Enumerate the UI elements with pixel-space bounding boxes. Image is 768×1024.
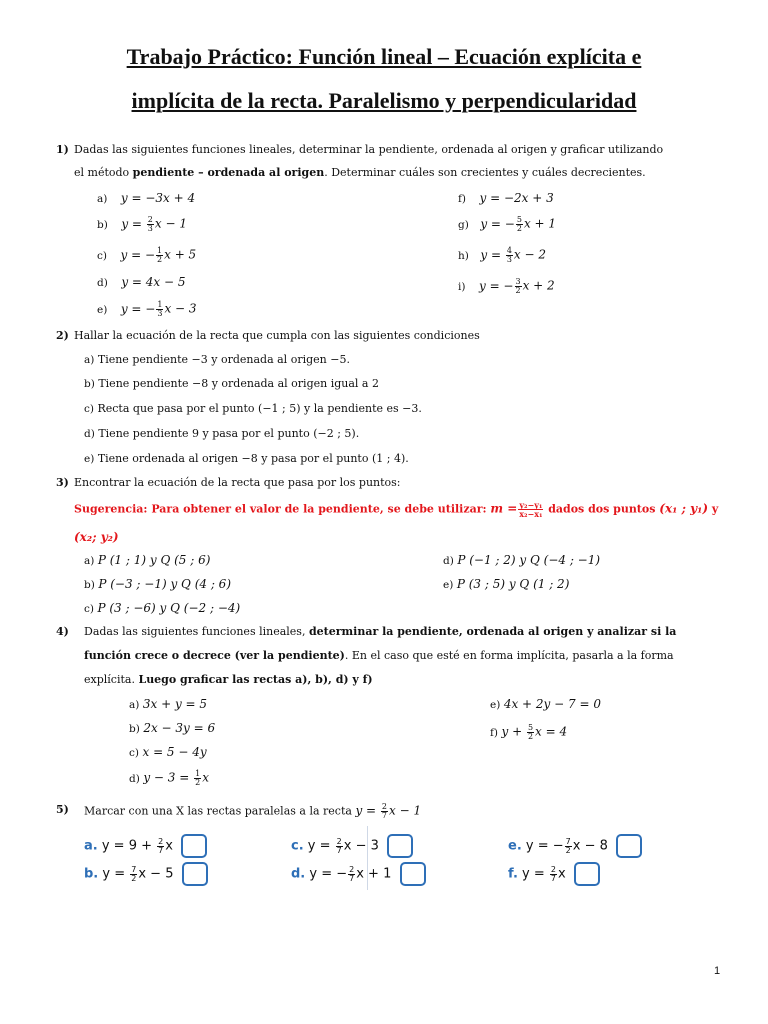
fraction: $\frac{5}{2}$ [516, 215, 522, 233]
hint-m: 𝒎 = [490, 501, 518, 516]
ex5-text: Marcar con una X las rectas paralelas a la recta [84, 804, 356, 818]
option-eq-pre: y = − [525, 838, 564, 854]
ex2-item-d [84, 427, 359, 441]
ex4-text: explícita. [84, 673, 139, 686]
option-c [291, 834, 413, 858]
fraction: $\frac{5}{2}$ [527, 723, 534, 741]
equation-pre: 𝑦 = [480, 247, 505, 262]
exercise-3-number: 3) [56, 476, 69, 489]
option-letter: d. [291, 866, 306, 882]
item-label: h) [458, 249, 469, 262]
exercise-1-text-line2 [74, 166, 646, 180]
item-label: f) [490, 726, 498, 739]
checkbox-f[interactable] [574, 862, 600, 886]
option-eq-pre: y = 9 + [101, 838, 157, 854]
item-label: b) [84, 378, 95, 390]
item-text: 𝑃 (3 ; −6) 𝑦 𝑄 (−2 ; −4) [97, 601, 241, 615]
option-letter: f. [508, 866, 518, 882]
checkbox-d[interactable] [400, 862, 426, 886]
fraction: $\frac{2}{7}$ [381, 802, 387, 820]
item-label: g) [458, 218, 469, 231]
item-text: 𝑃 (−3 ; −1) 𝑦 𝑄 (4 ; 6) [98, 577, 231, 591]
option-eq-post: x − 8 [572, 838, 608, 854]
equation-pre: 𝑦 = − [120, 301, 156, 316]
item-text: Tiene ordenada al origen −8 y pasa por el punto (1 ; 4). [97, 452, 409, 465]
equation-post: 𝑥 + 5 [164, 247, 197, 262]
fraction: $\frac{2}{7}$ [158, 836, 164, 855]
equation-pre: 𝑦 = − [120, 247, 156, 262]
page-number: 1 [714, 965, 721, 977]
item-text: 𝑃 (1 ; 1) 𝑦 𝑄 (5 ; 6) [97, 553, 211, 567]
item-text: Tiene pendiente −3 y ordenada al origen −5. [97, 353, 350, 366]
fraction: $\frac{2}{7}$ [349, 864, 355, 883]
option-f [508, 862, 600, 886]
equation-post: 𝑥 − 3 [164, 301, 197, 316]
item-text: 𝑃 (3 ; 5) 𝑦 𝑄 (1 ; 2) [456, 577, 570, 591]
item-text: Tiene pendiente 9 y pasa por el punto (−2 ; 5). [98, 427, 360, 440]
ex4-item-b [129, 721, 215, 736]
item-label: a) [129, 699, 140, 711]
option-letter: c. [291, 838, 304, 854]
ex2-item-a [84, 353, 350, 367]
option-eq-pre: y = [307, 838, 335, 854]
item-text: Recta que pasa por el punto (−1 ; 5) y la pendiente es −3. [97, 402, 422, 415]
exercise-4-text-line1 [84, 625, 676, 639]
option-e [508, 834, 642, 858]
option-a [84, 834, 207, 858]
equation: 3𝑥 + 𝑦 = 5 [142, 697, 208, 711]
ex1-item-d [97, 275, 186, 290]
option-eq-post: x − 5 [138, 866, 174, 882]
hint-point-1: (𝒙₁ ; 𝒚₁) [659, 501, 709, 516]
exercise-1-text-line1: Dadas las siguientes funciones lineales, determinar la pendiente, ordenada al origen y graficar utilizando [74, 143, 664, 156]
equation-pre: 𝑦 = [355, 803, 380, 818]
item-text: 𝑃 (−1 ; 2) 𝑦 𝑄 (−4 ; −1) [457, 553, 601, 567]
equation-pre: 𝑦 − 3 = [143, 770, 194, 785]
option-eq-post: x − 3 [343, 838, 379, 854]
ex3-item-d [443, 553, 600, 568]
hint-point-2: (𝒙₂; 𝒚₂) [74, 530, 119, 544]
equation-post: 𝑥 − 1 [154, 216, 187, 231]
equation: 2𝑥 − 3𝑦 = 6 [143, 721, 216, 735]
ex3-item-e [443, 577, 569, 592]
exercise-3-text: Encontrar la ecuación de la recta que pasa por los puntos: [74, 476, 401, 489]
ex4-text-bold: determinar la pendiente, ordenada al origen y analizar si la [308, 625, 677, 638]
equation-post: 𝑥 [202, 770, 209, 785]
option-letter: a. [84, 838, 98, 854]
fraction: $\frac{2}{7}$ [550, 864, 556, 883]
exercise-1-number: 1) [56, 143, 69, 156]
page-title-line-1: Trabajo Práctico: Función lineal – Ecuación explícita e [126, 44, 642, 69]
fraction: $\frac{1}{3}$ [157, 300, 163, 318]
option-eq-pre: y = [522, 866, 549, 882]
exercise-2-number: 2) [56, 329, 69, 342]
item-label: c) [84, 603, 94, 615]
ex1-item-f [458, 191, 554, 206]
hint-text-post: dados dos puntos [544, 502, 660, 516]
exercise-3-hint [74, 501, 718, 518]
ex4-text: . En el caso que esté en forma implícita, pasarla a la forma [344, 649, 674, 662]
checkbox-c[interactable] [387, 834, 413, 858]
ex1-item-b [97, 216, 187, 233]
option-eq-post: x [557, 866, 566, 882]
fraction: $\frac{3}{2}$ [515, 277, 521, 295]
ex4-item-c [129, 745, 207, 760]
item-label: d) [97, 277, 108, 289]
ex4-item-a [129, 697, 207, 712]
slope-formula-fraction: $\frac{\text{y₂−y₁}}{\text{x₂−x₁}}$ [519, 500, 543, 519]
item-label: i) [458, 280, 466, 293]
item-label: c) [97, 249, 107, 262]
ex1-text-bold: pendiente – ordenada al origen [132, 166, 325, 179]
item-label: e) [490, 699, 501, 711]
ex1-item-i [458, 278, 555, 295]
item-label: b) [84, 579, 95, 591]
ex1-item-c [97, 247, 196, 264]
equation: 4𝑥 + 2𝑦 − 7 = 0 [503, 697, 601, 711]
option-letter: b. [84, 866, 99, 882]
fraction: $\frac{7}{2}$ [131, 864, 137, 883]
item-label: d) [84, 428, 95, 440]
equation-pre: 𝑦 + [501, 724, 526, 739]
equation-post: 𝑥 = 4 [535, 724, 568, 739]
option-eq-post: x + 1 [356, 866, 392, 882]
ex3-item-b [84, 577, 231, 592]
fraction: $\frac{2}{7}$ [336, 836, 342, 855]
fraction: $\frac{7}{2}$ [565, 836, 571, 855]
equation: 𝑦 = 4𝑥 − 5 [121, 275, 186, 289]
option-eq-post: x [165, 838, 173, 854]
hint-and: y [708, 502, 719, 516]
option-b [84, 862, 208, 886]
option-letter: e. [508, 838, 522, 854]
ex3-item-c [84, 601, 240, 616]
fraction: $\frac{4}{3}$ [506, 246, 512, 264]
equation-pre: 𝑦 = − [478, 278, 514, 293]
exercise-5-text [84, 803, 421, 820]
equation: 𝑦 = −3𝑥 + 4 [120, 191, 196, 205]
item-label: e) [84, 453, 95, 465]
equation: 𝑦 = −2𝑥 + 3 [479, 191, 554, 205]
ex2-item-e [84, 452, 409, 466]
item-label: f) [458, 193, 466, 205]
ex4-item-e [490, 697, 601, 712]
item-label: b) [97, 218, 108, 231]
ex4-text-bold: función crece o decrece (ver la pendiente) [84, 649, 345, 662]
item-label: a) [97, 193, 108, 205]
item-text: Tiene pendiente −8 y ordenada al origen igual a 2 [98, 377, 379, 390]
ex4-text: Dadas las siguientes funciones lineales, [84, 625, 309, 638]
ex2-item-c [84, 402, 422, 416]
item-label: a) [84, 354, 95, 366]
exercise-4-text-line2 [84, 649, 674, 663]
checkbox-e[interactable] [616, 834, 642, 858]
equation-post: 𝑥 + 1 [523, 216, 557, 231]
fraction: $\frac{1}{2}$ [157, 246, 163, 264]
exercise-4-text-line3 [84, 673, 373, 687]
ex1-item-a [97, 191, 195, 206]
ex4-text-bold: Luego graficar las rectas a), b), d) y f) [138, 673, 373, 686]
item-label: e) [443, 579, 454, 591]
exercise-3-hint-cont [74, 530, 119, 545]
equation: 𝑥 = 5 − 4𝑦 [142, 745, 207, 759]
hint-text: Sugerencia: Para obtener el valor de la pendiente, se debe utilizar: [74, 502, 491, 516]
checkbox-b[interactable] [182, 862, 208, 886]
equation-post: 𝑥 + 2 [522, 278, 555, 293]
item-label: a) [84, 555, 95, 567]
page-title-line-2: implícita de la recta. Paralelismo y perpendicularidad [131, 88, 637, 113]
fraction: $\frac{1}{2}$ [195, 769, 201, 787]
ex1-item-g [458, 216, 556, 233]
option-eq-pre: y = − [309, 866, 348, 882]
exercise-4-number: 4) [56, 625, 69, 638]
ex1-item-h [458, 247, 546, 264]
equation-pre: 𝑦 = − [480, 216, 515, 231]
equation-pre: 𝑦 = [121, 216, 146, 231]
item-label: d) [129, 772, 140, 785]
ex1-item-e [97, 301, 197, 318]
item-label: c) [84, 403, 94, 415]
item-label: c) [129, 747, 139, 759]
item-label: e) [97, 303, 108, 316]
option-d [291, 862, 426, 886]
fraction: $\frac{2}{3}$ [147, 215, 153, 233]
item-label: b) [129, 723, 140, 735]
option-eq-pre: y = [102, 866, 130, 882]
item-label: d) [443, 555, 454, 567]
ex1-text-post: . Determinar cuáles son crecientes y cuáles decrecientes. [324, 166, 646, 179]
exercise-2-text: Hallar la ecuación de la recta que cumpla con las siguientes condiciones [74, 329, 480, 342]
ex1-text-pre: el método [74, 166, 133, 179]
equation-post: 𝑥 − 1 [389, 803, 422, 818]
ex2-item-b [84, 377, 379, 391]
ex3-item-a [84, 553, 210, 568]
exercise-5-number: 5) [56, 803, 69, 816]
equation-post: 𝑥 − 2 [513, 247, 547, 262]
checkbox-a[interactable] [181, 834, 207, 858]
ex4-item-d [129, 770, 209, 787]
ex4-item-f [490, 724, 567, 741]
